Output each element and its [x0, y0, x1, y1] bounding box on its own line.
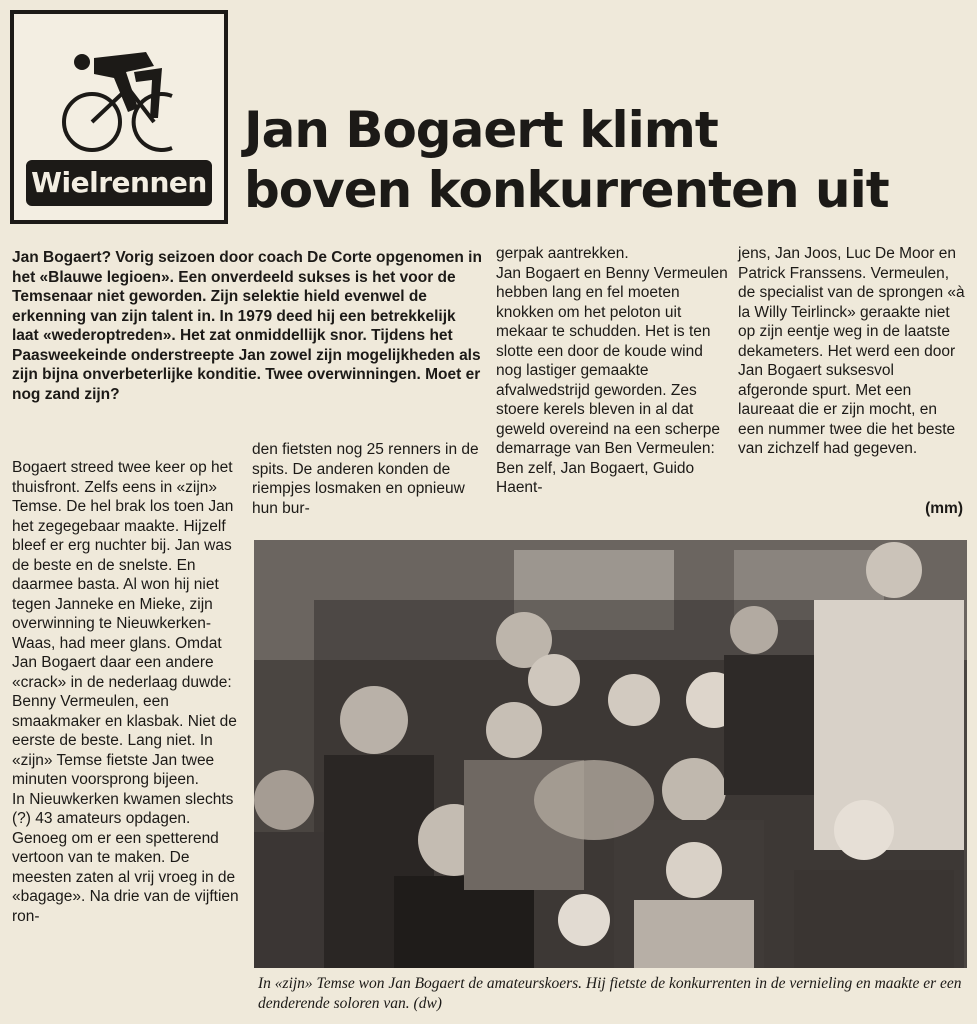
column-paragraph: gerpak aantrekken. [496, 245, 629, 262]
article-column-4 [738, 244, 966, 459]
section-label: Wielrennen [26, 160, 212, 206]
column-paragraph: jens, Jan Joos, Luc De Moor en Patrick Franssens. Vermeulen, de specialist van de sprongen «à la Willy Teirlinck» geraakte niet op zijn eentje weg in de laatste dekameters. Het werd een door Jan Bogaert suksesvol afgeronde spurt. Met een laureaat die er zijn mocht, en een nummer twee die het beste van zichzelf had gegeven. [738, 245, 965, 457]
column-paragraph: Bogaert streed twee keer op het thuisfront. Zelfs eens in «zijn» Temse. De hel brak los toen Jan het zegegebaar maakte. Hijzelf bleef er erg nuchter bij. Jan was de beste en de snelste. En daarmee basta. Al won hij niet tegen Janneke en Mieke, zijn overwinning te Nieuwkerken-Waas, had meer glans. Omdat Jan Bogaert daar een andere «crack» in de nederlaag duwde: Benny Vermeulen, een smaakmaker en klasbak. Niet de eerste de beste. Lang niet. In «zijn» Temse fietste Jan twee minuten voorsprong bijeen. [12, 459, 237, 788]
crowd-photo [254, 540, 967, 968]
column-paragraph: Jan Bogaert en Benny Vermeulen hebben lang en fel moeten knokken om het peloton uit mekaar te schudden. Het is ten slotte een door de koude wind nog lastiger gemaakte afvalwedstrijd geworden. Zes stoere kerels bleven in al dat geweld overeind na een scherpe demarrage van Ben Vermeulen: Ben zelf, Jan Bogaert, Guido Haent- [496, 264, 728, 496]
author-signoff: (mm) [925, 500, 963, 517]
headline [244, 100, 964, 220]
lead-paragraph: Jan Bogaert? Vorig seizoen door coach De Corte opgenomen in het «Blauwe legioen». Een onverdeeld sukses is het voor de Temsenaar niet geworden. Zijn selektie hield evenwel de erkenning van zijn talent in. In 1979 deed hij een betrekkelijk laat «wederoptreden». Het zat onmiddellijk snor. Tijdens het Paasweekeinde onderstreepte Jan zowel zijn mogelijkheden als zijn bijna onverbeterlijke konditie. Twee overwinningen. Moet er nog zand zijn? [12, 249, 482, 403]
headline-line-1: Jan Bogaert klimt [244, 101, 718, 159]
section-logo [10, 10, 228, 224]
photo-caption: In «zijn» Temse won Jan Bogaert de amateurskoers. Hij fietste de konkurrenten in de vernieling en maakte er een denderende soloren van. (dw) [258, 975, 962, 1012]
article-column-2 [252, 440, 488, 518]
headline-line-2: boven konkurrenten uit [244, 161, 889, 219]
cyclist-icon [54, 48, 194, 158]
column-paragraph: In Nieuwkerken kwamen slechts (?) 43 amateurs opdagen. Genoeg om er een spetterend vertoon van te maken. De meesten zaten al vrij vroeg in de «bagage». Na drie van de vijftien ron- [12, 790, 239, 925]
photo-illustration [254, 540, 967, 968]
column-paragraph: den fietsten nog 25 renners in de spits. De anderen konden de riempjes losmaken en opnieuw hun bur- [252, 441, 479, 517]
article-column-1 [12, 458, 242, 926]
article-column-3 [496, 244, 728, 498]
